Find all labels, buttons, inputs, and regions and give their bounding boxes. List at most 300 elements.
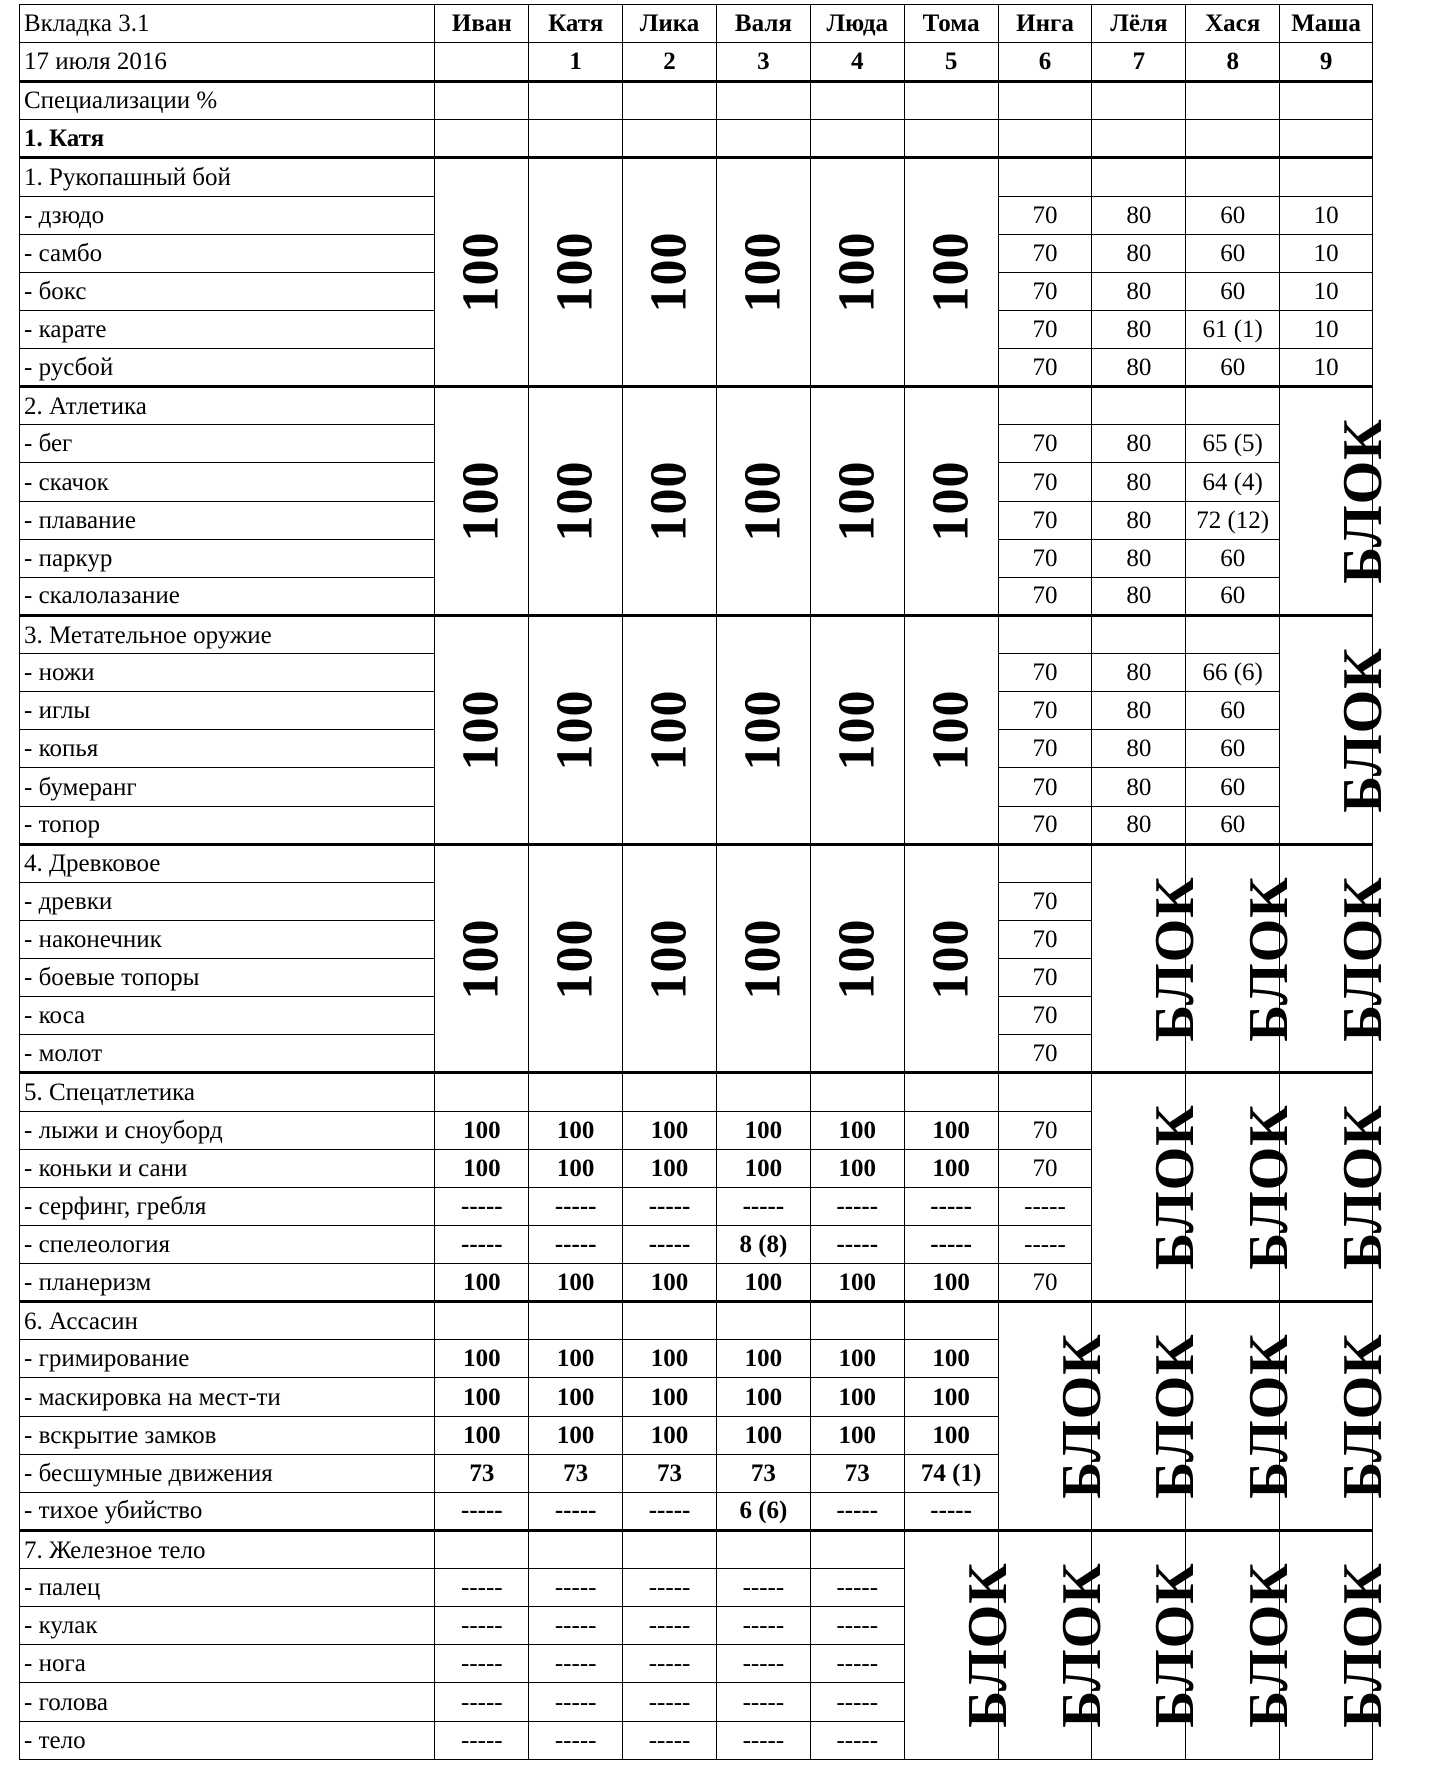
- name-lelya: Лёля: [1092, 5, 1186, 43]
- value-cell: 100: [904, 1378, 998, 1416]
- item-label: - спелеология: [20, 1225, 435, 1263]
- full-score-value: 100: [922, 231, 980, 313]
- value-cell: 65 (5): [1186, 425, 1280, 463]
- value-cell: -----: [716, 1721, 810, 1759]
- value-cell: -----: [435, 1492, 529, 1530]
- empty-cell: [998, 387, 1092, 425]
- value-cell: -----: [904, 1492, 998, 1530]
- full-score-value: 100: [452, 918, 510, 1000]
- item-label: - кулак: [20, 1607, 435, 1645]
- name-inga: Инга: [998, 5, 1092, 43]
- value-cell: 100: [904, 1149, 998, 1187]
- block-cell: [1092, 844, 1207, 1073]
- block-label: БЛОК: [1238, 1562, 1301, 1729]
- section-title: 7. Железное тело: [20, 1530, 435, 1568]
- block-label: БЛОК: [1238, 1333, 1301, 1499]
- item-label: - карате: [20, 310, 435, 348]
- value-cell: 80: [1092, 768, 1186, 806]
- title-row: [20, 81, 1373, 119]
- full-score-value: 100: [640, 689, 698, 771]
- number-lyuda: 4: [810, 43, 904, 81]
- value-cell: 100: [623, 1111, 717, 1149]
- value-cell: -----: [623, 1569, 717, 1607]
- value-cell: -----: [529, 1492, 623, 1530]
- empty-cell: [623, 81, 717, 119]
- full-score-value: 100: [922, 689, 980, 771]
- value-cell: 70: [998, 310, 1092, 348]
- item-label: - топор: [20, 806, 435, 844]
- empty-cell: [623, 1073, 717, 1111]
- value-cell: 100: [435, 1264, 529, 1302]
- empty-cell: [435, 120, 529, 158]
- full-score-cell: [716, 844, 810, 1073]
- section-title: 2. Атлетика: [20, 387, 435, 425]
- full-score-value: 100: [640, 231, 698, 313]
- name-valya: Валя: [716, 5, 810, 43]
- section-title-row: [20, 158, 1373, 196]
- value-cell: 64 (4): [1186, 463, 1280, 501]
- value-cell: -----: [716, 1607, 810, 1645]
- item-label: - коса: [20, 997, 435, 1035]
- value-cell: -----: [623, 1645, 717, 1683]
- value-cell: 100: [810, 1340, 904, 1378]
- value-cell: 100: [435, 1340, 529, 1378]
- value-cell: 74 (1): [904, 1454, 998, 1492]
- value-cell: 100: [810, 1378, 904, 1416]
- empty-cell: [716, 81, 810, 119]
- value-cell: 70: [998, 501, 1092, 539]
- value-cell: 70: [998, 425, 1092, 463]
- item-label: - самбо: [20, 234, 435, 272]
- item-label: - плавание: [20, 501, 435, 539]
- block-label: БЛОК: [1144, 1333, 1207, 1499]
- number-khasya: 8: [1186, 43, 1280, 81]
- empty-cell: [810, 120, 904, 158]
- empty-cell: [529, 1302, 623, 1340]
- block-label: БЛОК: [1331, 1562, 1394, 1729]
- value-cell: 80: [1092, 806, 1186, 844]
- block-label: БЛОК: [1331, 418, 1394, 584]
- empty-cell: [998, 81, 1092, 119]
- block-label: БЛОК: [1331, 647, 1394, 813]
- empty-cell: [529, 81, 623, 119]
- value-cell: 60: [1186, 806, 1280, 844]
- block-cell: [1092, 1073, 1207, 1302]
- value-cell: 100: [435, 1111, 529, 1149]
- block-label: БЛОК: [1144, 1104, 1207, 1271]
- name-lika: Лика: [623, 5, 717, 43]
- value-cell: 100: [623, 1378, 717, 1416]
- block-label: БЛОК: [1144, 1562, 1207, 1729]
- value-cell: 70: [998, 882, 1092, 920]
- item-label: - паркур: [20, 539, 435, 577]
- full-score-cell: [623, 158, 717, 387]
- block-label: БЛОК: [1050, 1562, 1113, 1729]
- empty-cell: [435, 1530, 529, 1568]
- full-score-cell: [810, 387, 904, 616]
- value-cell: 70: [998, 1111, 1092, 1149]
- full-score-cell: [529, 615, 623, 844]
- value-cell: -----: [529, 1721, 623, 1759]
- full-score-cell: [529, 387, 623, 616]
- empty-cell: [435, 1302, 529, 1340]
- empty-cell: [904, 1073, 998, 1111]
- value-cell: 60: [1186, 577, 1280, 615]
- value-cell: 73: [435, 1454, 529, 1492]
- value-cell: 80: [1092, 654, 1186, 692]
- value-cell: 8 (8): [716, 1225, 810, 1263]
- full-score-value: 100: [828, 231, 886, 313]
- item-label: - планеризм: [20, 1264, 435, 1302]
- block-cell: [1280, 615, 1394, 844]
- full-score-value: 100: [546, 689, 604, 771]
- value-cell: -----: [435, 1683, 529, 1721]
- empty-cell: [1186, 81, 1280, 119]
- table-body: [20, 5, 1394, 1760]
- full-score-cell: [623, 387, 717, 616]
- value-cell: -----: [810, 1225, 904, 1263]
- full-score-cell: [435, 158, 529, 387]
- full-score-cell: [716, 158, 810, 387]
- section-title-row: [20, 1073, 1373, 1111]
- section-title: 4. Древковое: [20, 844, 435, 882]
- full-score-cell: [904, 387, 998, 616]
- item-label: - скалолазание: [20, 577, 435, 615]
- value-cell: 60: [1186, 768, 1280, 806]
- number-lika: 2: [623, 43, 717, 81]
- full-score-cell: [810, 844, 904, 1073]
- value-cell: 80: [1092, 310, 1186, 348]
- empty-cell: [1092, 387, 1186, 425]
- value-cell: -----: [435, 1645, 529, 1683]
- full-score-value: 100: [734, 460, 792, 542]
- block-cell: [1280, 387, 1394, 616]
- empty-cell: [716, 1530, 810, 1568]
- value-cell: 100: [529, 1111, 623, 1149]
- block-cell: [904, 1530, 1019, 1759]
- value-cell: 100: [810, 1264, 904, 1302]
- item-label: - лыжи и сноуборд: [20, 1111, 435, 1149]
- name-masha: Маша: [1280, 5, 1373, 43]
- empty-cell: [623, 120, 717, 158]
- value-cell: 100: [904, 1416, 998, 1454]
- empty-cell: [435, 1073, 529, 1111]
- empty-cell: [1092, 615, 1186, 653]
- block-label: БЛОК: [1050, 1333, 1113, 1499]
- number-inga: 6: [998, 43, 1092, 81]
- full-score-value: 100: [922, 918, 980, 1000]
- value-cell: 80: [1092, 577, 1186, 615]
- value-cell: 100: [435, 1378, 529, 1416]
- block-label: БЛОК: [1238, 1104, 1301, 1271]
- full-score-cell: [623, 615, 717, 844]
- full-score-value: 100: [828, 918, 886, 1000]
- empty-cell: [1092, 120, 1186, 158]
- value-cell: 100: [435, 1149, 529, 1187]
- value-cell: -----: [716, 1187, 810, 1225]
- value-cell: -----: [716, 1645, 810, 1683]
- value-cell: 100: [529, 1378, 623, 1416]
- value-cell: -----: [435, 1225, 529, 1263]
- value-cell: 100: [529, 1416, 623, 1454]
- number-valya: 3: [716, 43, 810, 81]
- value-cell: -----: [529, 1225, 623, 1263]
- empty-cell: [998, 158, 1092, 196]
- value-cell: -----: [623, 1187, 717, 1225]
- value-cell: 70: [998, 539, 1092, 577]
- number-masha: 9: [1280, 43, 1373, 81]
- empty-cell: [998, 1073, 1092, 1111]
- value-cell: 70: [998, 1264, 1092, 1302]
- value-cell: 60: [1186, 692, 1280, 730]
- full-score-value: 100: [452, 460, 510, 542]
- section-title-row: [20, 844, 1373, 882]
- full-score-cell: [435, 387, 529, 616]
- item-label: - бумеранг: [20, 768, 435, 806]
- empty-cell: [1092, 158, 1186, 196]
- full-score-value: 100: [546, 231, 604, 313]
- value-cell: 60: [1186, 234, 1280, 272]
- value-cell: -----: [998, 1225, 1092, 1263]
- value-cell: 80: [1092, 463, 1186, 501]
- full-score-value: 100: [546, 918, 604, 1000]
- value-cell: -----: [904, 1187, 998, 1225]
- full-score-cell: [716, 387, 810, 616]
- empty-cell: [1280, 120, 1373, 158]
- empty-cell: [529, 1530, 623, 1568]
- item-label: - молот: [20, 1035, 435, 1073]
- value-cell: 70: [998, 692, 1092, 730]
- empty-cell: [904, 120, 998, 158]
- full-score-cell: [810, 158, 904, 387]
- value-cell: -----: [716, 1569, 810, 1607]
- table-title: Специализации %: [20, 81, 435, 119]
- item-label: - ножи: [20, 654, 435, 692]
- full-score-cell: [529, 844, 623, 1073]
- value-cell: 73: [716, 1454, 810, 1492]
- value-cell: 73: [623, 1454, 717, 1492]
- item-label: - дзюдо: [20, 196, 435, 234]
- item-label: - коньки и сани: [20, 1149, 435, 1187]
- value-cell: 100: [904, 1111, 998, 1149]
- value-cell: -----: [810, 1645, 904, 1683]
- full-score-cell: [810, 615, 904, 844]
- value-cell: 100: [623, 1340, 717, 1378]
- item-label: - иглы: [20, 692, 435, 730]
- header-names-row: [20, 5, 1373, 43]
- section-title-row: [20, 387, 1373, 425]
- value-cell: 100: [810, 1111, 904, 1149]
- empty-cell: [810, 81, 904, 119]
- item-label: - древки: [20, 882, 435, 920]
- value-cell: -----: [810, 1607, 904, 1645]
- value-cell: 100: [904, 1264, 998, 1302]
- full-score-cell: [904, 615, 998, 844]
- item-label: - скачок: [20, 463, 435, 501]
- full-score-value: 100: [734, 689, 792, 771]
- value-cell: 70: [998, 1149, 1092, 1187]
- value-cell: 80: [1092, 539, 1186, 577]
- value-cell: -----: [810, 1187, 904, 1225]
- block-label: БЛОК: [956, 1562, 1019, 1729]
- empty-cell: [810, 1073, 904, 1111]
- section-title: 6. Ассасин: [20, 1302, 435, 1340]
- section-title: 5. Спецатлетика: [20, 1073, 435, 1111]
- name-katya: Катя: [529, 5, 623, 43]
- value-cell: 73: [810, 1454, 904, 1492]
- value-cell: 60: [1186, 349, 1280, 387]
- section-title: 3. Метательное оружие: [20, 615, 435, 653]
- subject-row: [20, 120, 1373, 158]
- full-score-cell: [623, 844, 717, 1073]
- value-cell: -----: [810, 1569, 904, 1607]
- full-score-value: 100: [452, 231, 510, 313]
- value-cell: 70: [998, 1035, 1092, 1073]
- value-cell: 80: [1092, 730, 1186, 768]
- value-cell: 70: [998, 272, 1092, 310]
- item-label: - палец: [20, 1569, 435, 1607]
- value-cell: -----: [623, 1607, 717, 1645]
- empty-cell: [904, 1302, 998, 1340]
- value-cell: -----: [810, 1683, 904, 1721]
- value-cell: 100: [623, 1416, 717, 1454]
- value-cell: -----: [529, 1607, 623, 1645]
- value-cell: 80: [1092, 272, 1186, 310]
- item-label: - нога: [20, 1645, 435, 1683]
- value-cell: 70: [998, 959, 1092, 997]
- empty-cell: [998, 615, 1092, 653]
- value-cell: 100: [716, 1111, 810, 1149]
- value-cell: -----: [529, 1683, 623, 1721]
- report-date: 17 июля 2016: [20, 43, 435, 81]
- value-cell: 70: [998, 349, 1092, 387]
- value-cell: -----: [623, 1492, 717, 1530]
- full-score-value: 100: [452, 689, 510, 771]
- value-cell: 100: [716, 1416, 810, 1454]
- value-cell: -----: [435, 1187, 529, 1225]
- empty-cell: [716, 120, 810, 158]
- value-cell: 70: [998, 577, 1092, 615]
- value-cell: 80: [1092, 196, 1186, 234]
- empty-cell: [1186, 158, 1280, 196]
- section-title-row: [20, 615, 1373, 653]
- value-cell: 70: [998, 654, 1092, 692]
- full-score-value: 100: [734, 231, 792, 313]
- value-cell: 70: [998, 768, 1092, 806]
- value-cell: 70: [998, 997, 1092, 1035]
- section-title: 1. Рукопашный бой: [20, 158, 435, 196]
- full-score-cell: [435, 615, 529, 844]
- value-cell: -----: [623, 1683, 717, 1721]
- number-katya: 1: [529, 43, 623, 81]
- item-label: - голова: [20, 1683, 435, 1721]
- value-cell: 60: [1186, 196, 1280, 234]
- item-label: - бокс: [20, 272, 435, 310]
- value-cell: -----: [435, 1721, 529, 1759]
- block-label: БЛОК: [1331, 1333, 1394, 1499]
- block-cell: [998, 1302, 1113, 1531]
- full-score-value: 100: [640, 918, 698, 1000]
- empty-cell: [998, 844, 1092, 882]
- full-score-cell: [435, 844, 529, 1073]
- value-cell: 61 (1): [1186, 310, 1280, 348]
- number-toma: 5: [904, 43, 998, 81]
- subject-name: 1. Катя: [20, 120, 435, 158]
- value-cell: 100: [623, 1264, 717, 1302]
- value-cell: 100: [810, 1416, 904, 1454]
- full-score-value: 100: [828, 460, 886, 542]
- value-cell: 60: [1186, 539, 1280, 577]
- empty-cell: [529, 1073, 623, 1111]
- empty-cell: [1092, 81, 1186, 119]
- value-cell: -----: [623, 1225, 717, 1263]
- value-cell: 100: [529, 1264, 623, 1302]
- value-cell: 70: [998, 196, 1092, 234]
- section-title-row: [20, 1530, 1373, 1568]
- number-ivan: [435, 43, 529, 81]
- value-cell: 10: [1280, 234, 1373, 272]
- value-cell: 100: [904, 1340, 998, 1378]
- tab-label: Вкладка 3.1: [20, 5, 435, 43]
- item-label: - тихое убийство: [20, 1492, 435, 1530]
- name-lyuda: Люда: [810, 5, 904, 43]
- value-cell: 70: [998, 234, 1092, 272]
- value-cell: 70: [998, 920, 1092, 958]
- value-cell: 60: [1186, 730, 1280, 768]
- empty-cell: [716, 1302, 810, 1340]
- item-label: - бесшумные движения: [20, 1454, 435, 1492]
- empty-cell: [1186, 120, 1280, 158]
- value-cell: 72 (12): [1186, 501, 1280, 539]
- value-cell: 100: [716, 1264, 810, 1302]
- full-score-cell: [904, 844, 998, 1073]
- value-cell: 80: [1092, 692, 1186, 730]
- value-cell: 100: [716, 1340, 810, 1378]
- empty-cell: [998, 120, 1092, 158]
- value-cell: 80: [1092, 349, 1186, 387]
- full-score-value: 100: [546, 460, 604, 542]
- block-label: БЛОК: [1331, 875, 1394, 1042]
- item-label: - наконечник: [20, 920, 435, 958]
- value-cell: -----: [810, 1492, 904, 1530]
- value-cell: 10: [1280, 310, 1373, 348]
- name-ivan: Иван: [435, 5, 529, 43]
- value-cell: 100: [716, 1149, 810, 1187]
- value-cell: -----: [716, 1683, 810, 1721]
- name-khasya: Хася: [1186, 5, 1280, 43]
- value-cell: -----: [435, 1569, 529, 1607]
- value-cell: 80: [1092, 234, 1186, 272]
- empty-cell: [435, 81, 529, 119]
- value-cell: -----: [529, 1187, 623, 1225]
- value-cell: 60: [1186, 272, 1280, 310]
- full-score-value: 100: [640, 460, 698, 542]
- value-cell: 10: [1280, 349, 1373, 387]
- empty-cell: [716, 1073, 810, 1111]
- block-label: БЛОК: [1238, 875, 1301, 1042]
- item-label: - боевые топоры: [20, 959, 435, 997]
- full-score-value: 100: [828, 689, 886, 771]
- item-label: - русбой: [20, 349, 435, 387]
- empty-cell: [529, 120, 623, 158]
- value-cell: 6 (6): [716, 1492, 810, 1530]
- value-cell: -----: [435, 1607, 529, 1645]
- empty-cell: [1280, 158, 1373, 196]
- section-title-row: [20, 1302, 1373, 1340]
- name-toma: Тома: [904, 5, 998, 43]
- full-score-value: 100: [922, 460, 980, 542]
- full-score-cell: [716, 615, 810, 844]
